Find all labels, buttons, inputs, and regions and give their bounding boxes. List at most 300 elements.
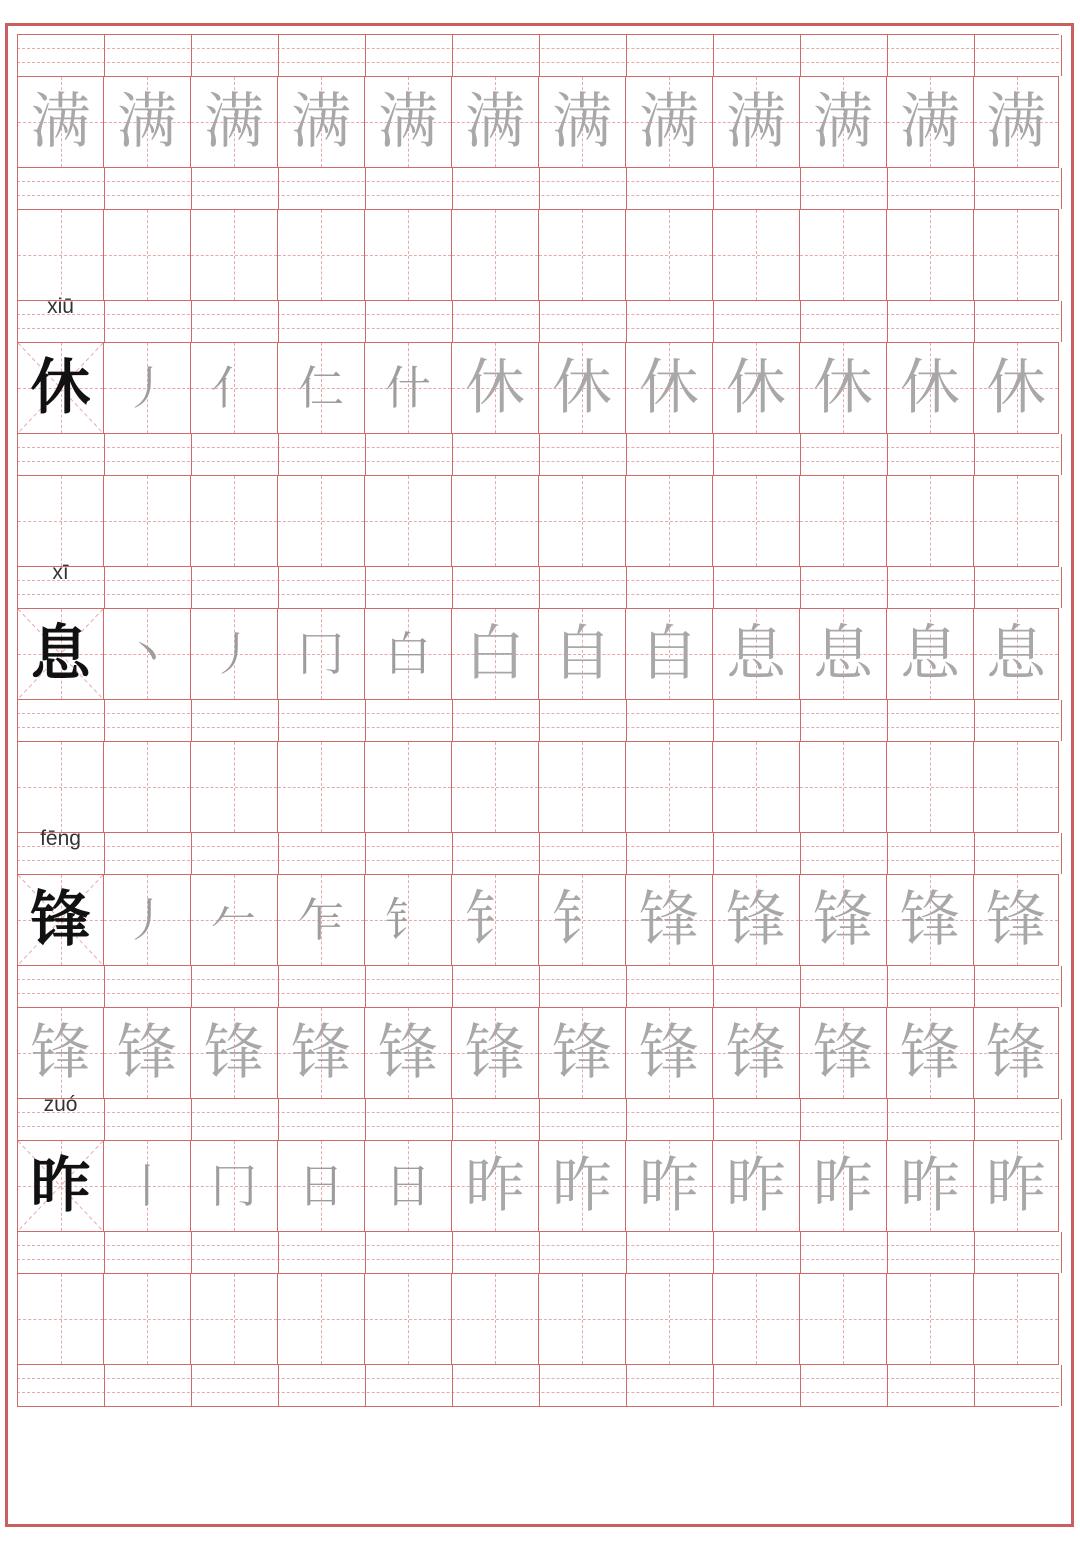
trace-character: 昨 — [465, 1151, 525, 1221]
trace-character: 满 — [900, 87, 960, 157]
center-guide-vertical — [669, 476, 670, 566]
guide-line — [17, 328, 1059, 329]
pinyin-label: xiū — [47, 295, 74, 318]
practice-cell — [626, 1141, 713, 1231]
center-guide-vertical — [756, 742, 757, 832]
guide-line — [17, 1112, 1059, 1113]
trace-character: 锋 — [726, 885, 786, 955]
center-guide-horizontal — [974, 521, 1058, 522]
trace-character: 锋 — [117, 1018, 177, 1088]
column-divider — [887, 1232, 888, 1273]
trace-character: 休 — [726, 353, 786, 423]
practice-cell — [452, 1008, 539, 1098]
trace-character: 满 — [986, 87, 1046, 157]
trace-character: 锋 — [204, 1018, 264, 1088]
trace-character: 白 — [465, 619, 525, 689]
practice-cell — [626, 210, 713, 300]
practice-cell — [191, 1008, 278, 1098]
character-band — [17, 609, 1059, 699]
practice-cell — [365, 742, 452, 832]
trace-character: 锋 — [986, 1018, 1046, 1088]
trace-character: 休 — [552, 353, 612, 423]
guide-line — [17, 1245, 1059, 1246]
pinyin-band — [17, 965, 1059, 1008]
practice-cell — [713, 1274, 800, 1364]
trace-character: 昨 — [552, 1151, 612, 1221]
column-divider — [713, 700, 714, 741]
practice-cell — [191, 875, 278, 965]
column-divider — [974, 966, 975, 1007]
guide-line — [17, 181, 1059, 182]
trace-character: 丶 — [124, 627, 170, 681]
practice-cell — [191, 343, 278, 433]
practice-cell — [104, 742, 191, 832]
pinyin-band — [17, 167, 1059, 210]
character-band — [17, 875, 1059, 965]
guide-line — [17, 1126, 1059, 1127]
center-guide-vertical — [234, 476, 235, 566]
center-guide-vertical — [408, 210, 409, 300]
practice-cell — [800, 875, 887, 965]
column-divider — [278, 434, 279, 475]
column-divider — [539, 301, 540, 342]
column-divider — [800, 35, 801, 76]
model-cell — [17, 1141, 104, 1231]
trace-character: 满 — [117, 87, 177, 157]
column-divider — [887, 1365, 888, 1406]
practice-cell — [974, 476, 1059, 566]
trace-character: 满 — [465, 87, 525, 157]
column-divider — [365, 966, 366, 1007]
practice-cell — [278, 210, 365, 300]
practice-cell — [365, 609, 452, 699]
practice-cell — [452, 1274, 539, 1364]
column-divider — [365, 301, 366, 342]
model-cell — [17, 77, 104, 167]
column-divider — [191, 301, 192, 342]
model-character: 息 — [30, 619, 91, 689]
column-divider — [365, 700, 366, 741]
trace-character: 息 — [726, 619, 786, 689]
practice-cell — [800, 1141, 887, 1231]
guide-line — [17, 48, 1059, 49]
trace-character: 息 — [986, 619, 1046, 689]
guide-line — [17, 594, 1059, 595]
practice-cell — [974, 609, 1059, 699]
column-divider — [365, 567, 366, 608]
center-guide-vertical — [321, 1274, 322, 1364]
column-divider — [887, 1099, 888, 1140]
trace-character: 休 — [900, 353, 960, 423]
practice-cell — [452, 343, 539, 433]
column-divider — [1061, 567, 1062, 608]
center-guide-vertical — [147, 210, 148, 300]
practice-cell — [800, 77, 887, 167]
practice-cell — [626, 77, 713, 167]
column-divider — [452, 168, 453, 209]
practice-cell — [452, 210, 539, 300]
column-divider — [104, 966, 105, 1007]
column-divider — [974, 35, 975, 76]
practice-cell — [191, 476, 278, 566]
practice-cell — [104, 77, 191, 167]
practice-cell — [539, 875, 626, 965]
practice-cell — [365, 1274, 452, 1364]
column-divider — [974, 833, 975, 874]
column-divider — [713, 1365, 714, 1406]
column-divider — [278, 700, 279, 741]
column-divider — [713, 966, 714, 1007]
pinyin-label: xī — [52, 561, 69, 584]
trace-character: 锋 — [986, 885, 1046, 955]
column-divider — [974, 1099, 975, 1140]
practice-cell — [365, 77, 452, 167]
column-divider — [800, 168, 801, 209]
practice-cell — [713, 476, 800, 566]
practice-cell — [104, 609, 191, 699]
trace-character: 什 — [385, 361, 431, 415]
center-guide-vertical — [61, 742, 62, 832]
column-divider — [626, 700, 627, 741]
column-divider — [713, 567, 714, 608]
column-divider — [17, 700, 18, 741]
practice-cell — [626, 343, 713, 433]
practice-cell — [887, 609, 974, 699]
column-divider — [800, 434, 801, 475]
pinyin-band — [17, 1093, 1059, 1141]
center-guide-vertical — [669, 1274, 670, 1364]
practice-cell — [626, 742, 713, 832]
practice-cell — [887, 742, 974, 832]
practice-cell — [713, 1141, 800, 1231]
practice-cell — [800, 1274, 887, 1364]
column-divider — [539, 567, 540, 608]
column-divider — [1061, 35, 1062, 76]
column-divider — [800, 301, 801, 342]
guide-line — [17, 1378, 1059, 1379]
trace-character: 日 — [385, 1159, 431, 1213]
practice-cell — [713, 343, 800, 433]
center-guide-vertical — [843, 1274, 844, 1364]
column-divider — [104, 301, 105, 342]
column-divider — [626, 1232, 627, 1273]
guide-line — [17, 1392, 1059, 1393]
trace-character: 锋 — [813, 1018, 873, 1088]
column-divider — [713, 301, 714, 342]
center-guide-vertical — [147, 742, 148, 832]
center-guide-vertical — [321, 476, 322, 566]
column-divider — [191, 1365, 192, 1406]
center-guide-horizontal — [974, 255, 1058, 256]
center-guide-vertical — [61, 476, 62, 566]
practice-cell — [104, 1274, 191, 1364]
column-divider — [626, 567, 627, 608]
column-divider — [800, 1232, 801, 1273]
column-divider — [365, 1365, 366, 1406]
column-divider — [1061, 434, 1062, 475]
practice-cell — [365, 343, 452, 433]
column-divider — [191, 434, 192, 475]
trace-character: 昨 — [726, 1151, 786, 1221]
trace-character: 昨 — [813, 1151, 873, 1221]
trace-character: 锋 — [900, 1018, 960, 1088]
practice-cell — [539, 476, 626, 566]
practice-cell — [887, 476, 974, 566]
guide-line — [17, 1259, 1059, 1260]
column-divider — [887, 966, 888, 1007]
practice-cell — [974, 210, 1059, 300]
practice-cell — [800, 343, 887, 433]
trace-character: 满 — [813, 87, 873, 157]
practice-cell — [191, 609, 278, 699]
practice-cell — [365, 476, 452, 566]
column-divider — [626, 434, 627, 475]
column-divider — [365, 1232, 366, 1273]
column-divider — [539, 168, 540, 209]
column-divider — [104, 434, 105, 475]
center-guide-vertical — [234, 210, 235, 300]
column-divider — [278, 301, 279, 342]
column-divider — [278, 168, 279, 209]
center-guide-vertical — [321, 210, 322, 300]
center-guide-vertical — [582, 1274, 583, 1364]
column-divider — [887, 434, 888, 475]
center-guide-horizontal — [974, 1319, 1058, 1320]
character-band — [17, 343, 1059, 433]
practice-cell — [539, 609, 626, 699]
practice-cell — [974, 1274, 1059, 1364]
center-guide-horizontal — [974, 787, 1058, 788]
trace-character: 丿 — [124, 893, 170, 947]
pinyin-band — [17, 561, 1059, 609]
character-band — [17, 77, 1059, 167]
center-guide-vertical — [408, 1274, 409, 1364]
practice-cell — [800, 476, 887, 566]
practice-cell — [452, 875, 539, 965]
column-divider — [539, 700, 540, 741]
guide-line — [17, 195, 1059, 196]
column-divider — [713, 168, 714, 209]
practice-cell — [974, 1008, 1059, 1098]
practice-cell — [713, 609, 800, 699]
trace-character: 钅 — [552, 885, 612, 955]
guide-line — [17, 580, 1059, 581]
trace-character: 满 — [291, 87, 351, 157]
practice-grid — [17, 34, 1059, 1407]
column-divider — [974, 567, 975, 608]
practice-cell — [887, 210, 974, 300]
practice-cell — [452, 742, 539, 832]
column-divider — [800, 700, 801, 741]
model-cell — [17, 1008, 104, 1098]
center-guide-vertical — [495, 476, 496, 566]
center-guide-vertical — [843, 476, 844, 566]
trace-character: 仁 — [298, 361, 344, 415]
center-guide-vertical — [1017, 210, 1018, 300]
pinyin-band — [17, 827, 1059, 875]
trace-character: 息 — [813, 619, 873, 689]
column-divider — [278, 35, 279, 76]
trace-character: 昨 — [639, 1151, 699, 1221]
model-cell — [17, 210, 104, 300]
column-divider — [974, 1232, 975, 1273]
practice-cell — [800, 210, 887, 300]
model-cell — [17, 875, 104, 965]
practice-cell — [713, 875, 800, 965]
column-divider — [17, 434, 18, 475]
column-divider — [191, 833, 192, 874]
trace-character: 锋 — [900, 885, 960, 955]
trace-character: 冂 — [211, 1159, 257, 1213]
column-divider — [539, 434, 540, 475]
column-divider — [278, 833, 279, 874]
column-divider — [17, 1365, 18, 1406]
trace-character: 钅 — [465, 885, 525, 955]
practice-cell — [974, 1141, 1059, 1231]
trace-character: 满 — [726, 87, 786, 157]
column-divider — [713, 1232, 714, 1273]
model-character: 休 — [30, 353, 91, 423]
trace-character: 自 — [552, 619, 612, 689]
practice-cell — [713, 77, 800, 167]
trace-character: 锋 — [813, 885, 873, 955]
column-divider — [713, 434, 714, 475]
guide-line — [17, 979, 1059, 980]
center-guide-vertical — [756, 210, 757, 300]
trace-character: 锋 — [378, 1018, 438, 1088]
trace-character: 白 — [385, 627, 431, 681]
column-divider — [800, 1365, 801, 1406]
column-divider — [365, 434, 366, 475]
guide-line — [17, 713, 1059, 714]
column-divider — [800, 833, 801, 874]
practice-cell — [278, 742, 365, 832]
column-divider — [452, 1232, 453, 1273]
practice-cell — [278, 476, 365, 566]
trace-character: 休 — [639, 353, 699, 423]
pinyin-label: zuó — [43, 1093, 78, 1116]
trace-character: 钅 — [385, 893, 431, 947]
trace-character: 丿 — [211, 627, 257, 681]
practice-cell — [974, 742, 1059, 832]
center-guide-vertical — [61, 210, 62, 300]
practice-cell — [887, 343, 974, 433]
practice-cell — [278, 77, 365, 167]
column-divider — [17, 35, 18, 76]
column-divider — [104, 833, 105, 874]
trace-character: 丿 — [124, 361, 170, 415]
practice-cell — [539, 1141, 626, 1231]
column-divider — [452, 301, 453, 342]
pinyin-band — [17, 433, 1059, 476]
practice-cell — [713, 742, 800, 832]
column-divider — [974, 434, 975, 475]
column-divider — [887, 833, 888, 874]
practice-cell — [365, 875, 452, 965]
practice-cell — [974, 875, 1059, 965]
column-divider — [278, 966, 279, 1007]
trace-character: 满 — [204, 87, 264, 157]
column-divider — [974, 301, 975, 342]
center-guide-vertical — [495, 742, 496, 832]
center-guide-vertical — [582, 210, 583, 300]
column-divider — [365, 833, 366, 874]
center-guide-vertical — [582, 476, 583, 566]
column-divider — [191, 1099, 192, 1140]
center-guide-vertical — [843, 210, 844, 300]
column-divider — [626, 301, 627, 342]
column-divider — [17, 966, 18, 1007]
column-divider — [104, 567, 105, 608]
column-divider — [104, 1232, 105, 1273]
practice-cell — [713, 210, 800, 300]
practice-cell — [539, 1274, 626, 1364]
practice-cell — [626, 609, 713, 699]
center-guide-vertical — [756, 476, 757, 566]
practice-cell — [365, 210, 452, 300]
column-divider — [191, 966, 192, 1007]
trace-character: 锋 — [639, 885, 699, 955]
practice-cell — [887, 77, 974, 167]
column-divider — [191, 700, 192, 741]
column-divider — [539, 1099, 540, 1140]
practice-cell — [104, 210, 191, 300]
character-band — [17, 210, 1059, 300]
column-divider — [626, 833, 627, 874]
center-guide-vertical — [321, 742, 322, 832]
trace-character: 锋 — [291, 1018, 351, 1088]
model-cell — [17, 343, 104, 433]
center-guide-vertical — [582, 742, 583, 832]
practice-cell — [191, 210, 278, 300]
practice-cell — [104, 1008, 191, 1098]
model-cell — [17, 742, 104, 832]
column-divider — [1061, 700, 1062, 741]
center-guide-vertical — [234, 742, 235, 832]
center-guide-vertical — [669, 742, 670, 832]
center-guide-vertical — [843, 742, 844, 832]
column-divider — [974, 1365, 975, 1406]
practice-cell — [278, 875, 365, 965]
center-guide-vertical — [147, 476, 148, 566]
practice-cell — [278, 343, 365, 433]
column-divider — [713, 833, 714, 874]
practice-cell — [278, 1141, 365, 1231]
center-guide-vertical — [495, 210, 496, 300]
practice-cell — [278, 1008, 365, 1098]
column-divider — [104, 168, 105, 209]
column-divider — [278, 1099, 279, 1140]
column-divider — [1061, 168, 1062, 209]
center-guide-vertical — [1017, 476, 1018, 566]
guide-line — [17, 447, 1059, 448]
character-band — [17, 1008, 1059, 1098]
center-guide-vertical — [408, 476, 409, 566]
guide-line — [17, 846, 1059, 847]
center-guide-vertical — [234, 1274, 235, 1364]
practice-cell — [887, 1274, 974, 1364]
column-divider — [626, 168, 627, 209]
column-divider — [104, 1365, 105, 1406]
model-cell — [17, 609, 104, 699]
column-divider — [974, 700, 975, 741]
center-guide-vertical — [1017, 742, 1018, 832]
column-divider — [539, 966, 540, 1007]
character-band — [17, 476, 1059, 566]
practice-cell — [974, 77, 1059, 167]
column-divider — [452, 966, 453, 1007]
trace-character: 满 — [30, 87, 91, 157]
